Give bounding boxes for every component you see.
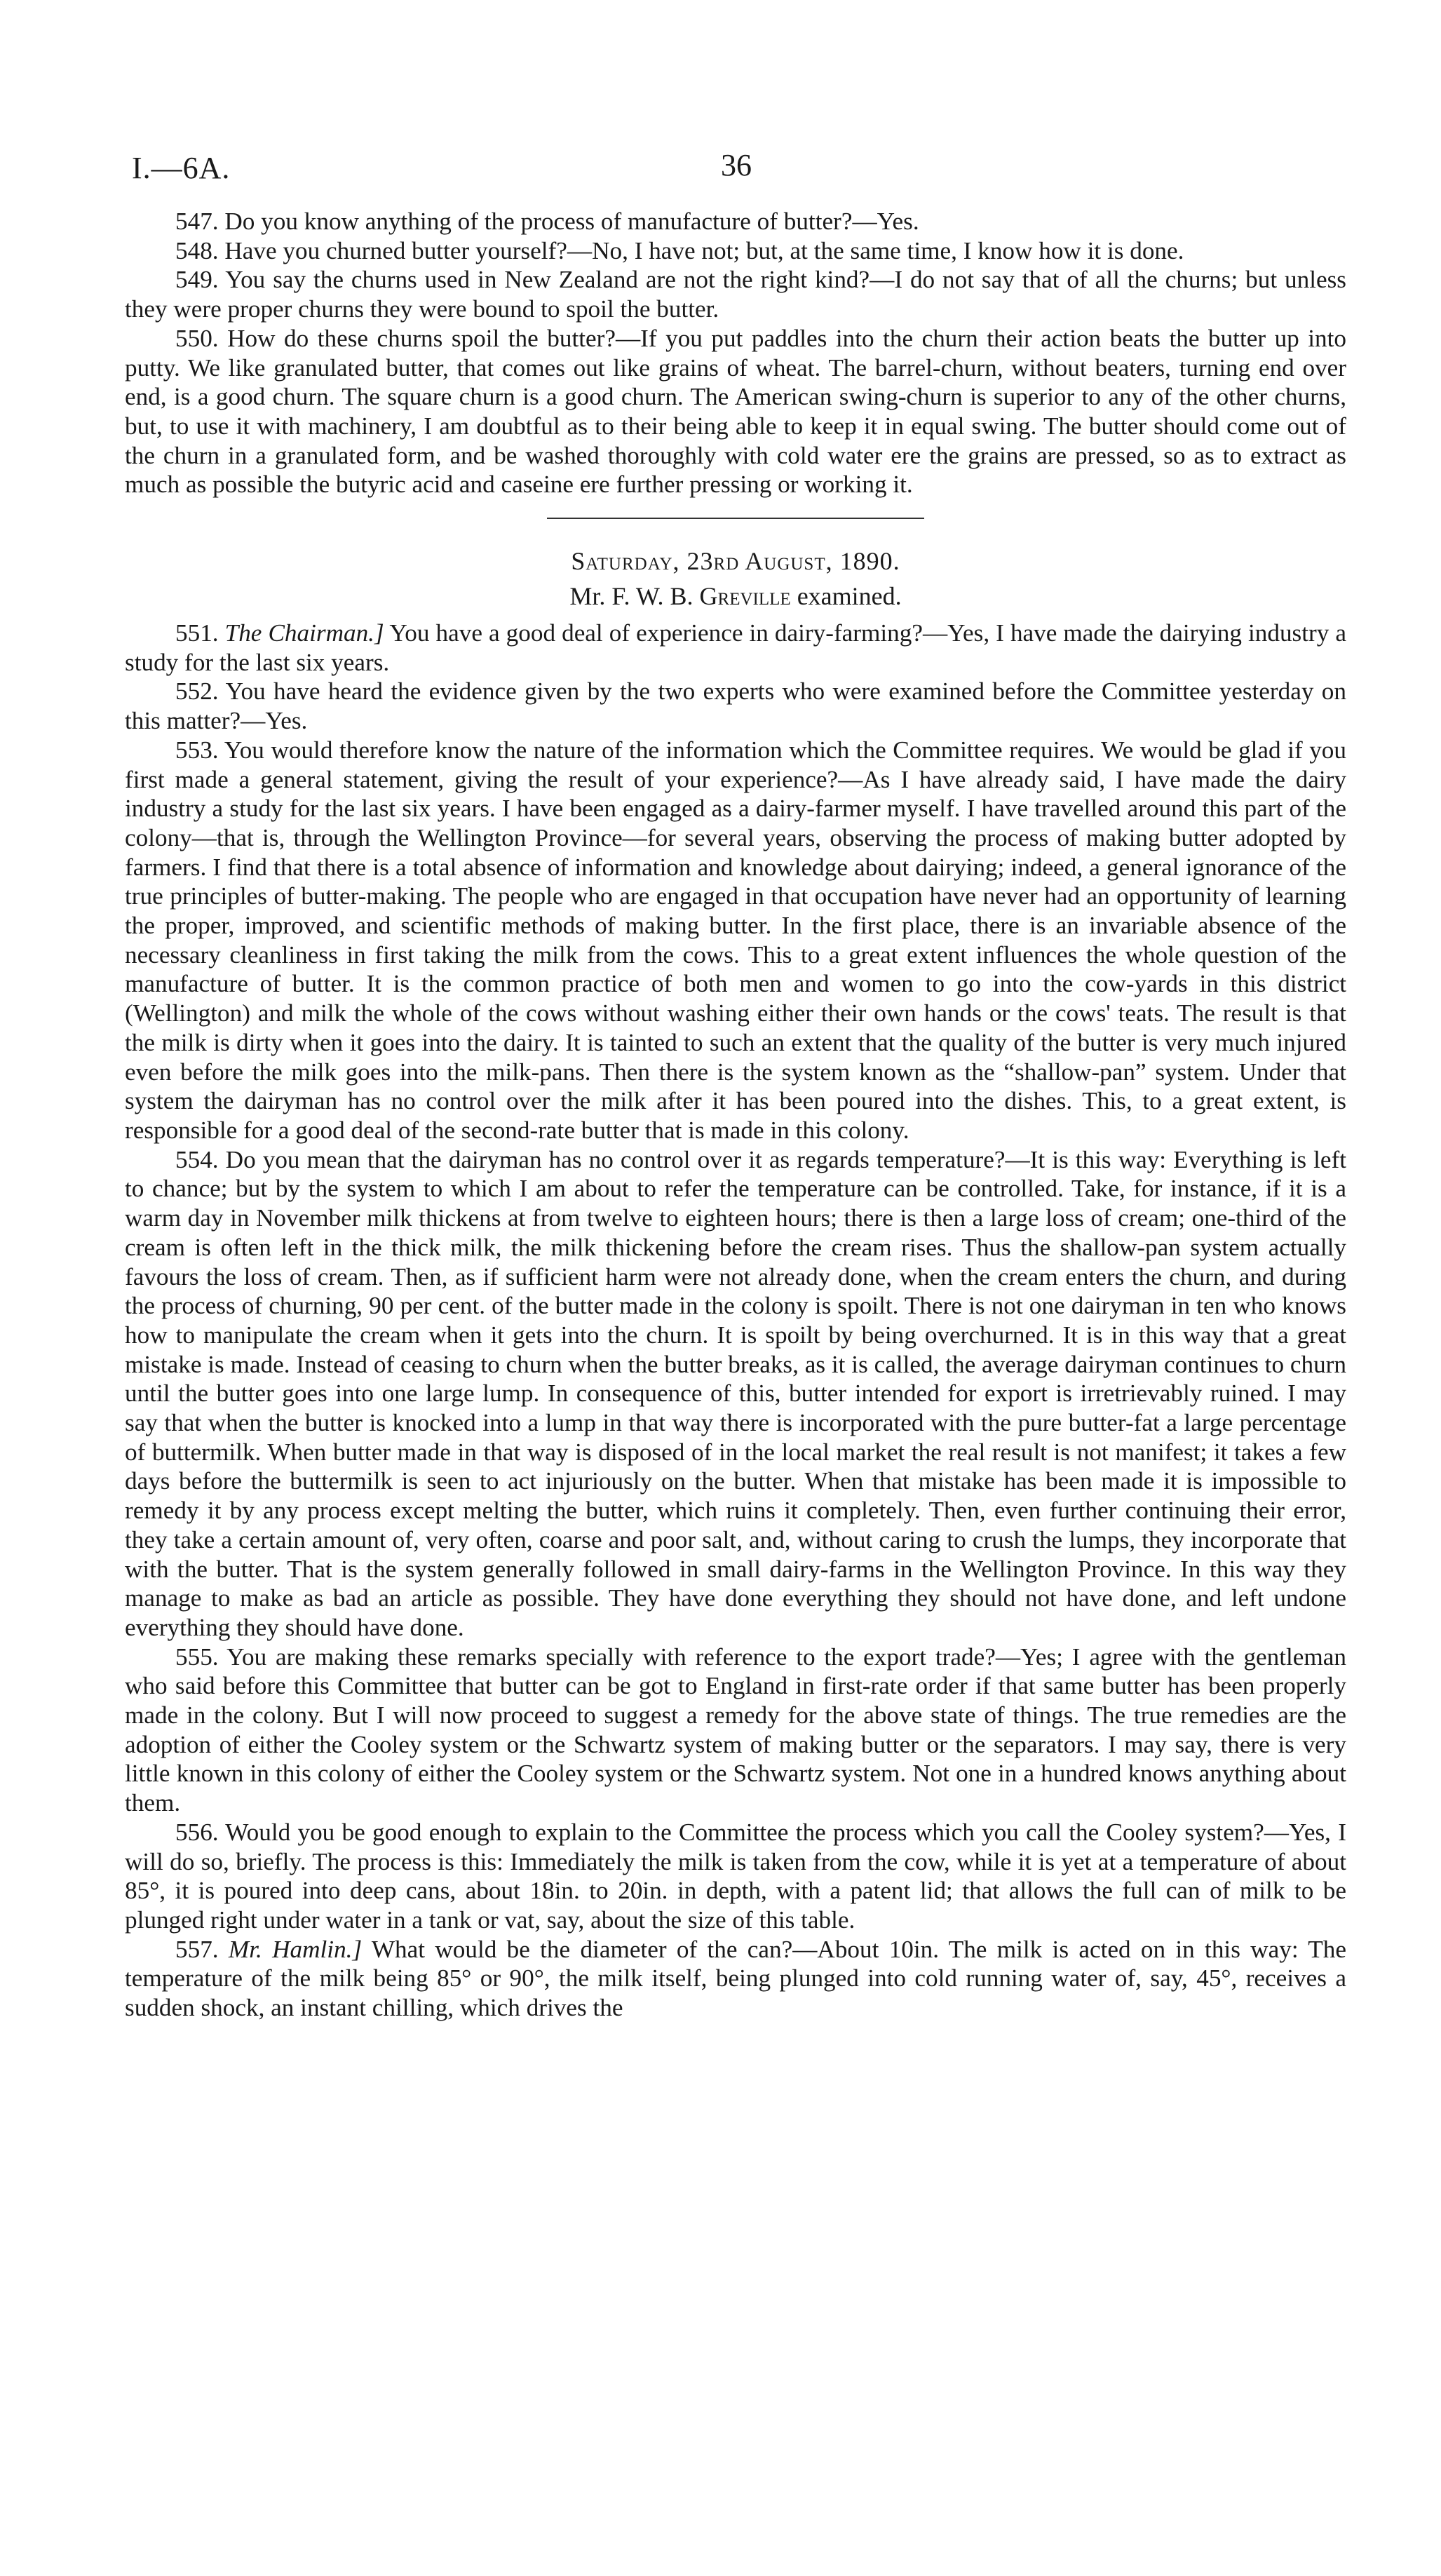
question-552 bbox=[125, 677, 1346, 735]
witness-heading bbox=[125, 578, 1346, 614]
speaker-label: The Chairman.] bbox=[224, 619, 384, 647]
question-549 bbox=[125, 265, 1346, 323]
page-number: 36 bbox=[721, 148, 752, 182]
question-text: You are making these remarks specially with reference to the export trade?—Yes; I agree with the gentleman who said before this Committee that butter can be got to England in first-rate order if that same butter has been properly made in the colony. But I will now proceed to suggest a remedy for the above state of things. The true remedies are the adoption of either the Cooley system or the Schwartz system of making butter or the separators. I may say, there is very little known in this colony of either the Cooley system or the Schwartz system. Not one in a hundred knows anything about them. bbox=[125, 1643, 1347, 1817]
question-number: 556. bbox=[175, 1818, 219, 1846]
question-548 bbox=[125, 236, 1346, 266]
question-text: Do you know anything of the process of manufacture of butter?—Yes. bbox=[224, 208, 919, 235]
document-reference: I.—6A. bbox=[132, 151, 231, 185]
question-number: 555. bbox=[175, 1643, 219, 1671]
question-text: You have heard the evidence given by the two experts who were examined before the Committee yesterday on this matter?—Yes. bbox=[125, 677, 1346, 735]
question-text: You have a good deal of experience in dairy-farming?—Yes, I have made the dairying industry a study for the last six years. bbox=[125, 619, 1346, 676]
speaker-label: Mr. Hamlin.] bbox=[228, 1935, 363, 1963]
question-text: How do these churns spoil the butter?—If you put paddles into the churn their action beats the butter up into putty. We like granulated butter, that comes out like grains of wheat. The barrel-churn, without beaters, turning end over end, is a good churn. The square churn is a good churn. The American swing-churn is superior to any of the other churns, but, to use it with machinery, I am doubtful as to their being able to keep it in equal swing. The butter should come out of the churn in a granulated form, and be washed thoroughly with cold water ere the grains are pressed, so as to extract as much as possible the butyric acid and caseine ere further pressing or working it. bbox=[125, 324, 1347, 499]
question-number: 552. bbox=[175, 677, 219, 706]
question-text: Would you be good enough to explain to the Committee the process which you call the Cooley system?—Yes, I will do so, briefly. The process is this: Immediately the milk is taken from the cow, while it is yet at a temperature of about 85°, it is poured into deep cans, about 18in. to 20in. in depth, with a patent lid; that allows the full can of milk to be plunged right under water in a tank or vat, say, about the size of this table. bbox=[125, 1818, 1346, 1934]
witness-surname: Greville bbox=[699, 582, 791, 611]
witness-suffix: examined. bbox=[797, 582, 902, 611]
question-547 bbox=[125, 207, 1346, 236]
witness-initials: Mr. F. W. B. bbox=[569, 582, 694, 611]
question-number: 548. bbox=[175, 236, 219, 264]
question-number: 550. bbox=[175, 324, 219, 352]
question-553 bbox=[125, 736, 1346, 1145]
section-divider bbox=[547, 518, 924, 519]
session-date-heading: Saturday, 23rd August, 1890. bbox=[571, 547, 900, 576]
question-text: Have you churned butter yourself?—No, I have not; but, at the same time, I know how it is done. bbox=[224, 236, 1184, 264]
question-number: 553. bbox=[175, 736, 219, 764]
question-557 bbox=[125, 1935, 1346, 2023]
question-555 bbox=[125, 1643, 1346, 1818]
question-text: Do you mean that the dairyman has no control over it as regards temperature?—It is this way: Everything is left to chance; but by the system to which I am about to refer the temperature can be controlled. Take, for instance, if it is a warm day in November milk thickens at from twelve to eighteen hours; there is then a large loss of cream; one-third of the cream is often left in the thick milk, the milk thickening before the cream rises. Thus the shallow-pan system actually favours the loss of cream. Then, as if sufficient harm were not already done, when the cream enters the churn, and during the process of churning, 90 per cent. of the butter made in the colony is spoilt. There is not one dairyman in ten who knows how to manipulate the cream when it gets into the churn. It is spoilt by being overchurned. It is in this way that a great mistake is made. Instead of ceasing to churn when the butter breaks, as it is called, the average dairyman continues to churn until the butter goes into one large lump. In consequence of this, butter intended for export is irretrievably ruined. I may say that when the butter is knocked into a lump in that way there is incorporated with the pure butter-fat a large percentage of buttermilk. When butter made in that way is disposed of in the local market the real result is not manifest; it takes a few days before the buttermilk is seen to act injuriously on the butter. When that mistake has been made it is impossible to remedy it by any process except melting the butter, which ruins it completely. Then, even further continuing their error, they take a certain amount of, very often, coarse and poor salt, and, without caring to crush the lumps, they incorporate that with the butter. That is the system generally followed in small dairy-farms in the Wellington Province. In this way they manage to make as bad an article as possible. They have done everything they should not have done, and left undone everything they should have done. bbox=[125, 1145, 1347, 1641]
question-number: 557. bbox=[175, 1935, 219, 1963]
question-551 bbox=[125, 619, 1346, 677]
question-text: You would therefore know the nature of the information which the Committee requires. We would be glad if you first made a general statement, giving the result of your experience?—As I have already said, I have made the dairy industry a study for the last six years. I have been engaged as a dairy-farmer myself. I have travelled around this part of the colony—that is, through the Wellington Province—for several years, observing the process of making butter adopted by farmers. I find that there is a total absence of information and knowledge about dairying; indeed, a general ignorance of the true principles of butter-making. The people who are engaged in that occupation have never had an opportunity of learning the proper, improved, and scientific methods of making butter. In the first place, there is an invariable absence of the necessary cleanliness in first taking the milk from the cows. This to a great extent influences the whole question of the manufacture of butter. It is the common practice of both men and women to go into the cow-yards in this district (Wellington) and milk the whole of the cows without washing either their own hands or the cows' teats. The result is that the milk is dirty when it goes into the dairy. It is tainted to such an extent that the quality of the butter is very much injured even before the milk goes into the milk-pans. Then there is the system known as the “shallow-pan” system. Under that system the dairyman has no control over the milk after it has been poured into the dishes. This, to a great extent, is responsible for a good deal of the second-rate butter that is made in this colony. bbox=[125, 736, 1346, 1144]
question-text: What would be the diameter of the can?—About 10in. The milk is acted on in this way: The temperature of the milk being 85° or 90°, the milk itself, being plunged into cold running water of, say, 45°, receives a sudden shock, an instant chilling, which drives the bbox=[125, 1935, 1346, 2022]
question-number: 549. bbox=[175, 266, 219, 294]
document-body bbox=[125, 207, 1346, 2023]
question-text: You say the churns used in New Zealand are not the right kind?—I do not say that of all the churns; but unless they were proper churns they were bound to spoil the butter. bbox=[125, 266, 1347, 323]
question-554 bbox=[125, 1145, 1346, 1643]
question-556 bbox=[125, 1818, 1346, 1935]
question-number: 554. bbox=[175, 1145, 219, 1173]
question-number: 547. bbox=[175, 208, 219, 235]
question-number: 551. bbox=[175, 619, 219, 647]
question-550 bbox=[125, 324, 1346, 499]
